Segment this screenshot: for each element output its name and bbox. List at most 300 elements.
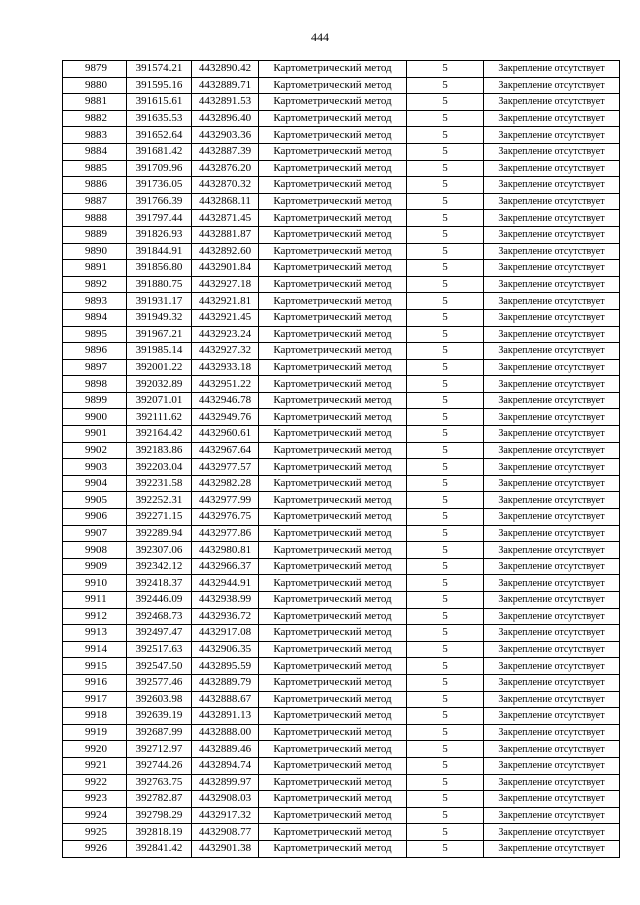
method-cell: Картометрический метод [259, 260, 407, 277]
table-row [63, 575, 620, 592]
point-number-cell: 9895 [63, 326, 127, 343]
method-cell: Картометрический метод [259, 426, 407, 443]
table-row [63, 243, 620, 260]
point-number-cell: 9907 [63, 525, 127, 542]
table-row [63, 376, 620, 393]
x-coordinate-cell: 392446.09 [127, 592, 192, 609]
method-cell: Картометрический метод [259, 309, 407, 326]
point-number-cell: 9901 [63, 426, 127, 443]
point-number-cell: 9925 [63, 824, 127, 841]
y-coordinate-cell: 4432977.99 [192, 492, 259, 509]
accuracy-cell: 5 [407, 674, 484, 691]
table-row [63, 260, 620, 277]
table-row [63, 824, 620, 841]
table-row [63, 293, 620, 310]
method-cell: Картометрический метод [259, 674, 407, 691]
x-coordinate-cell: 392203.04 [127, 459, 192, 476]
x-coordinate-cell: 391681.42 [127, 143, 192, 160]
accuracy-cell: 5 [407, 592, 484, 609]
point-number-cell: 9899 [63, 392, 127, 409]
accuracy-cell: 5 [407, 293, 484, 310]
x-coordinate-cell: 392289.94 [127, 525, 192, 542]
fixing-description-cell: Закрепление отсутствует [484, 359, 620, 376]
y-coordinate-cell: 4432917.32 [192, 807, 259, 824]
fixing-description-cell: Закрепление отсутствует [484, 409, 620, 426]
accuracy-cell: 5 [407, 807, 484, 824]
method-cell: Картометрический метод [259, 525, 407, 542]
x-coordinate-cell: 392418.37 [127, 575, 192, 592]
fixing-description-cell: Закрепление отсутствует [484, 94, 620, 111]
x-coordinate-cell: 391766.39 [127, 193, 192, 210]
y-coordinate-cell: 4432891.13 [192, 708, 259, 725]
x-coordinate-cell: 392818.19 [127, 824, 192, 841]
table-row [63, 741, 620, 758]
accuracy-cell: 5 [407, 575, 484, 592]
y-coordinate-cell: 4432938.99 [192, 592, 259, 609]
y-coordinate-cell: 4432901.38 [192, 840, 259, 857]
y-coordinate-cell: 4432894.74 [192, 757, 259, 774]
point-number-cell: 9924 [63, 807, 127, 824]
method-cell: Картометрический метод [259, 625, 407, 642]
y-coordinate-cell: 4432933.18 [192, 359, 259, 376]
method-cell: Картометрический метод [259, 110, 407, 127]
y-coordinate-cell: 4432977.86 [192, 525, 259, 542]
table-row [63, 442, 620, 459]
table-row [63, 459, 620, 476]
point-number-cell: 9920 [63, 741, 127, 758]
fixing-description-cell: Закрепление отсутствует [484, 177, 620, 194]
method-cell: Картометрический метод [259, 708, 407, 725]
x-coordinate-cell: 392782.87 [127, 791, 192, 808]
x-coordinate-cell: 391826.93 [127, 226, 192, 243]
x-coordinate-cell: 391635.53 [127, 110, 192, 127]
method-cell: Картометрический метод [259, 509, 407, 526]
fixing-description-cell: Закрепление отсутствует [484, 276, 620, 293]
y-coordinate-cell: 4432870.32 [192, 177, 259, 194]
point-number-cell: 9904 [63, 475, 127, 492]
table-row [63, 343, 620, 360]
point-number-cell: 9885 [63, 160, 127, 177]
fixing-description-cell: Закрепление отсутствует [484, 293, 620, 310]
x-coordinate-cell: 391880.75 [127, 276, 192, 293]
y-coordinate-cell: 4432908.03 [192, 791, 259, 808]
accuracy-cell: 5 [407, 243, 484, 260]
method-cell: Картометрический метод [259, 409, 407, 426]
point-number-cell: 9906 [63, 509, 127, 526]
method-cell: Картометрический метод [259, 243, 407, 260]
table-row [63, 193, 620, 210]
fixing-description-cell: Закрепление отсутствует [484, 110, 620, 127]
y-coordinate-cell: 4432891.53 [192, 94, 259, 111]
x-coordinate-cell: 392744.26 [127, 757, 192, 774]
fixing-description-cell: Закрепление отсутствует [484, 509, 620, 526]
table-row [63, 326, 620, 343]
method-cell: Картометрический метод [259, 143, 407, 160]
method-cell: Картометрический метод [259, 542, 407, 559]
accuracy-cell: 5 [407, 426, 484, 443]
y-coordinate-cell: 4432896.40 [192, 110, 259, 127]
table-row [63, 210, 620, 227]
x-coordinate-cell: 392712.97 [127, 741, 192, 758]
fixing-description-cell: Закрепление отсутствует [484, 475, 620, 492]
method-cell: Картометрический метод [259, 608, 407, 625]
fixing-description-cell: Закрепление отсутствует [484, 674, 620, 691]
table-row [63, 509, 620, 526]
point-number-cell: 9915 [63, 658, 127, 675]
x-coordinate-cell: 392032.89 [127, 376, 192, 393]
y-coordinate-cell: 4432980.81 [192, 542, 259, 559]
method-cell: Картометрический метод [259, 376, 407, 393]
fixing-description-cell: Закрепление отсутствует [484, 542, 620, 559]
fixing-description-cell: Закрепление отсутствует [484, 807, 620, 824]
page-number: 444 [311, 30, 329, 44]
accuracy-cell: 5 [407, 757, 484, 774]
table-row [63, 94, 620, 111]
y-coordinate-cell: 4432890.42 [192, 61, 259, 78]
accuracy-cell: 5 [407, 359, 484, 376]
point-number-cell: 9879 [63, 61, 127, 78]
x-coordinate-cell: 392071.01 [127, 392, 192, 409]
fixing-description-cell: Закрепление отсутствует [484, 492, 620, 509]
y-coordinate-cell: 4432982.28 [192, 475, 259, 492]
x-coordinate-cell: 392111.62 [127, 409, 192, 426]
x-coordinate-cell: 392342.12 [127, 558, 192, 575]
table-row [63, 77, 620, 94]
fixing-description-cell: Закрепление отсутствует [484, 326, 620, 343]
point-number-cell: 9926 [63, 840, 127, 857]
method-cell: Картометрический метод [259, 757, 407, 774]
point-number-cell: 9887 [63, 193, 127, 210]
point-number-cell: 9922 [63, 774, 127, 791]
accuracy-cell: 5 [407, 724, 484, 741]
table-row [63, 276, 620, 293]
fixing-description-cell: Закрепление отсутствует [484, 193, 620, 210]
y-coordinate-cell: 4432936.72 [192, 608, 259, 625]
x-coordinate-cell: 391615.61 [127, 94, 192, 111]
x-coordinate-cell: 392164.42 [127, 426, 192, 443]
x-coordinate-cell: 392763.75 [127, 774, 192, 791]
fixing-description-cell: Закрепление отсутствует [484, 757, 620, 774]
point-number-cell: 9894 [63, 309, 127, 326]
coordinates-table [62, 60, 620, 858]
y-coordinate-cell: 4432871.45 [192, 210, 259, 227]
table-row [63, 309, 620, 326]
fixing-description-cell: Закрепление отсутствует [484, 691, 620, 708]
x-coordinate-cell: 391856.80 [127, 260, 192, 277]
table-row [63, 61, 620, 78]
method-cell: Картометрический метод [259, 177, 407, 194]
method-cell: Картометрический метод [259, 77, 407, 94]
table-body [63, 61, 620, 858]
table-row [63, 608, 620, 625]
accuracy-cell: 5 [407, 525, 484, 542]
y-coordinate-cell: 4432906.35 [192, 641, 259, 658]
accuracy-cell: 5 [407, 61, 484, 78]
method-cell: Картометрический метод [259, 774, 407, 791]
x-coordinate-cell: 391797.44 [127, 210, 192, 227]
table-row [63, 641, 620, 658]
y-coordinate-cell: 4432923.24 [192, 326, 259, 343]
point-number-cell: 9893 [63, 293, 127, 310]
x-coordinate-cell: 392639.19 [127, 708, 192, 725]
point-number-cell: 9892 [63, 276, 127, 293]
x-coordinate-cell: 391574.21 [127, 61, 192, 78]
table-row [63, 674, 620, 691]
fixing-description-cell: Закрепление отсутствует [484, 741, 620, 758]
x-coordinate-cell: 392577.46 [127, 674, 192, 691]
y-coordinate-cell: 4432966.37 [192, 558, 259, 575]
method-cell: Картометрический метод [259, 492, 407, 509]
point-number-cell: 9912 [63, 608, 127, 625]
accuracy-cell: 5 [407, 691, 484, 708]
x-coordinate-cell: 392468.73 [127, 608, 192, 625]
fixing-description-cell: Закрепление отсутствует [484, 625, 620, 642]
fixing-description-cell: Закрепление отсутствует [484, 840, 620, 857]
y-coordinate-cell: 4432889.71 [192, 77, 259, 94]
fixing-description-cell: Закрепление отсутствует [484, 774, 620, 791]
point-number-cell: 9886 [63, 177, 127, 194]
table-row [63, 359, 620, 376]
point-number-cell: 9903 [63, 459, 127, 476]
fixing-description-cell: Закрепление отсутствует [484, 243, 620, 260]
table-row [63, 592, 620, 609]
table-row [63, 691, 620, 708]
point-number-cell: 9917 [63, 691, 127, 708]
method-cell: Картометрический метод [259, 442, 407, 459]
method-cell: Картометрический метод [259, 226, 407, 243]
fixing-description-cell: Закрепление отсутствует [484, 77, 620, 94]
table-row [63, 774, 620, 791]
method-cell: Картометрический метод [259, 807, 407, 824]
x-coordinate-cell: 392271.15 [127, 509, 192, 526]
point-number-cell: 9918 [63, 708, 127, 725]
accuracy-cell: 5 [407, 226, 484, 243]
y-coordinate-cell: 4432951.22 [192, 376, 259, 393]
y-coordinate-cell: 4432944.91 [192, 575, 259, 592]
fixing-description-cell: Закрепление отсутствует [484, 376, 620, 393]
table-row [63, 409, 620, 426]
x-coordinate-cell: 391985.14 [127, 343, 192, 360]
accuracy-cell: 5 [407, 558, 484, 575]
y-coordinate-cell: 4432876.20 [192, 160, 259, 177]
x-coordinate-cell: 392841.42 [127, 840, 192, 857]
accuracy-cell: 5 [407, 177, 484, 194]
method-cell: Картометрический метод [259, 791, 407, 808]
accuracy-cell: 5 [407, 475, 484, 492]
y-coordinate-cell: 4432960.61 [192, 426, 259, 443]
fixing-description-cell: Закрепление отсутствует [484, 143, 620, 160]
method-cell: Картометрический метод [259, 658, 407, 675]
method-cell: Картометрический метод [259, 127, 407, 144]
accuracy-cell: 5 [407, 94, 484, 111]
accuracy-cell: 5 [407, 459, 484, 476]
y-coordinate-cell: 4432889.46 [192, 741, 259, 758]
fixing-description-cell: Закрепление отсутствует [484, 575, 620, 592]
accuracy-cell: 5 [407, 110, 484, 127]
accuracy-cell: 5 [407, 641, 484, 658]
point-number-cell: 9908 [63, 542, 127, 559]
fixing-description-cell: Закрепление отсутствует [484, 127, 620, 144]
point-number-cell: 9909 [63, 558, 127, 575]
x-coordinate-cell: 392231.58 [127, 475, 192, 492]
point-number-cell: 9890 [63, 243, 127, 260]
y-coordinate-cell: 4432927.18 [192, 276, 259, 293]
x-coordinate-cell: 391652.64 [127, 127, 192, 144]
table-row [63, 475, 620, 492]
method-cell: Картометрический метод [259, 326, 407, 343]
table-row [63, 708, 620, 725]
point-number-cell: 9919 [63, 724, 127, 741]
x-coordinate-cell: 392547.50 [127, 658, 192, 675]
method-cell: Картометрический метод [259, 475, 407, 492]
accuracy-cell: 5 [407, 276, 484, 293]
fixing-description-cell: Закрепление отсутствует [484, 724, 620, 741]
point-number-cell: 9913 [63, 625, 127, 642]
x-coordinate-cell: 392517.63 [127, 641, 192, 658]
table-row [63, 625, 620, 642]
method-cell: Картометрический метод [259, 392, 407, 409]
accuracy-cell: 5 [407, 708, 484, 725]
table-row [63, 807, 620, 824]
accuracy-cell: 5 [407, 542, 484, 559]
accuracy-cell: 5 [407, 210, 484, 227]
fixing-description-cell: Закрепление отсутствует [484, 558, 620, 575]
fixing-description-cell: Закрепление отсутствует [484, 392, 620, 409]
y-coordinate-cell: 4432908.77 [192, 824, 259, 841]
point-number-cell: 9888 [63, 210, 127, 227]
y-coordinate-cell: 4432899.97 [192, 774, 259, 791]
point-number-cell: 9882 [63, 110, 127, 127]
method-cell: Картометрический метод [259, 343, 407, 360]
accuracy-cell: 5 [407, 326, 484, 343]
x-coordinate-cell: 392252.31 [127, 492, 192, 509]
method-cell: Картометрический метод [259, 724, 407, 741]
y-coordinate-cell: 4432967.64 [192, 442, 259, 459]
y-coordinate-cell: 4432949.76 [192, 409, 259, 426]
x-coordinate-cell: 392603.98 [127, 691, 192, 708]
y-coordinate-cell: 4432895.59 [192, 658, 259, 675]
table-row [63, 177, 620, 194]
x-coordinate-cell: 392183.86 [127, 442, 192, 459]
y-coordinate-cell: 4432977.57 [192, 459, 259, 476]
accuracy-cell: 5 [407, 143, 484, 160]
point-number-cell: 9900 [63, 409, 127, 426]
fixing-description-cell: Закрепление отсутствует [484, 226, 620, 243]
method-cell: Картометрический метод [259, 824, 407, 841]
method-cell: Картометрический метод [259, 61, 407, 78]
x-coordinate-cell: 392497.47 [127, 625, 192, 642]
method-cell: Картометрический метод [259, 210, 407, 227]
point-number-cell: 9880 [63, 77, 127, 94]
x-coordinate-cell: 391844.91 [127, 243, 192, 260]
point-number-cell: 9889 [63, 226, 127, 243]
table-row [63, 426, 620, 443]
point-number-cell: 9883 [63, 127, 127, 144]
y-coordinate-cell: 4432868.11 [192, 193, 259, 210]
table-row [63, 724, 620, 741]
method-cell: Картометрический метод [259, 592, 407, 609]
accuracy-cell: 5 [407, 343, 484, 360]
fixing-description-cell: Закрепление отсутствует [484, 658, 620, 675]
point-number-cell: 9916 [63, 674, 127, 691]
accuracy-cell: 5 [407, 260, 484, 277]
y-coordinate-cell: 4432887.39 [192, 143, 259, 160]
accuracy-cell: 5 [407, 774, 484, 791]
accuracy-cell: 5 [407, 741, 484, 758]
method-cell: Картометрический метод [259, 558, 407, 575]
y-coordinate-cell: 4432921.81 [192, 293, 259, 310]
method-cell: Картометрический метод [259, 575, 407, 592]
table-row [63, 558, 620, 575]
y-coordinate-cell: 4432927.32 [192, 343, 259, 360]
y-coordinate-cell: 4432888.67 [192, 691, 259, 708]
x-coordinate-cell: 392687.99 [127, 724, 192, 741]
y-coordinate-cell: 4432889.79 [192, 674, 259, 691]
table-row [63, 492, 620, 509]
y-coordinate-cell: 4432901.84 [192, 260, 259, 277]
fixing-description-cell: Закрепление отсутствует [484, 592, 620, 609]
method-cell: Картометрический метод [259, 359, 407, 376]
x-coordinate-cell: 392798.29 [127, 807, 192, 824]
accuracy-cell: 5 [407, 608, 484, 625]
x-coordinate-cell: 391709.96 [127, 160, 192, 177]
x-coordinate-cell: 391949.32 [127, 309, 192, 326]
table-row [63, 658, 620, 675]
fixing-description-cell: Закрепление отсутствует [484, 210, 620, 227]
table-row [63, 392, 620, 409]
accuracy-cell: 5 [407, 492, 484, 509]
table-row [63, 127, 620, 144]
fixing-description-cell: Закрепление отсутствует [484, 824, 620, 841]
method-cell: Картометрический метод [259, 193, 407, 210]
point-number-cell: 9914 [63, 641, 127, 658]
method-cell: Картометрический метод [259, 459, 407, 476]
table-row [63, 757, 620, 774]
x-coordinate-cell: 391736.05 [127, 177, 192, 194]
accuracy-cell: 5 [407, 77, 484, 94]
fixing-description-cell: Закрепление отсутствует [484, 426, 620, 443]
point-number-cell: 9923 [63, 791, 127, 808]
fixing-description-cell: Закрепление отсутствует [484, 641, 620, 658]
table-row [63, 226, 620, 243]
accuracy-cell: 5 [407, 376, 484, 393]
y-coordinate-cell: 4432946.78 [192, 392, 259, 409]
fixing-description-cell: Закрепление отсутствует [484, 61, 620, 78]
accuracy-cell: 5 [407, 193, 484, 210]
point-number-cell: 9897 [63, 359, 127, 376]
y-coordinate-cell: 4432903.36 [192, 127, 259, 144]
accuracy-cell: 5 [407, 160, 484, 177]
method-cell: Картометрический метод [259, 840, 407, 857]
x-coordinate-cell: 392307.06 [127, 542, 192, 559]
table-row [63, 110, 620, 127]
fixing-description-cell: Закрепление отсутствует [484, 309, 620, 326]
method-cell: Картометрический метод [259, 94, 407, 111]
accuracy-cell: 5 [407, 309, 484, 326]
method-cell: Картометрический метод [259, 691, 407, 708]
method-cell: Картометрический метод [259, 741, 407, 758]
fixing-description-cell: Закрепление отсутствует [484, 525, 620, 542]
table-row [63, 791, 620, 808]
point-number-cell: 9905 [63, 492, 127, 509]
method-cell: Картометрический метод [259, 641, 407, 658]
accuracy-cell: 5 [407, 127, 484, 144]
fixing-description-cell: Закрепление отсутствует [484, 343, 620, 360]
table-row [63, 525, 620, 542]
y-coordinate-cell: 4432892.60 [192, 243, 259, 260]
point-number-cell: 9896 [63, 343, 127, 360]
fixing-description-cell: Закрепление отсутствует [484, 160, 620, 177]
